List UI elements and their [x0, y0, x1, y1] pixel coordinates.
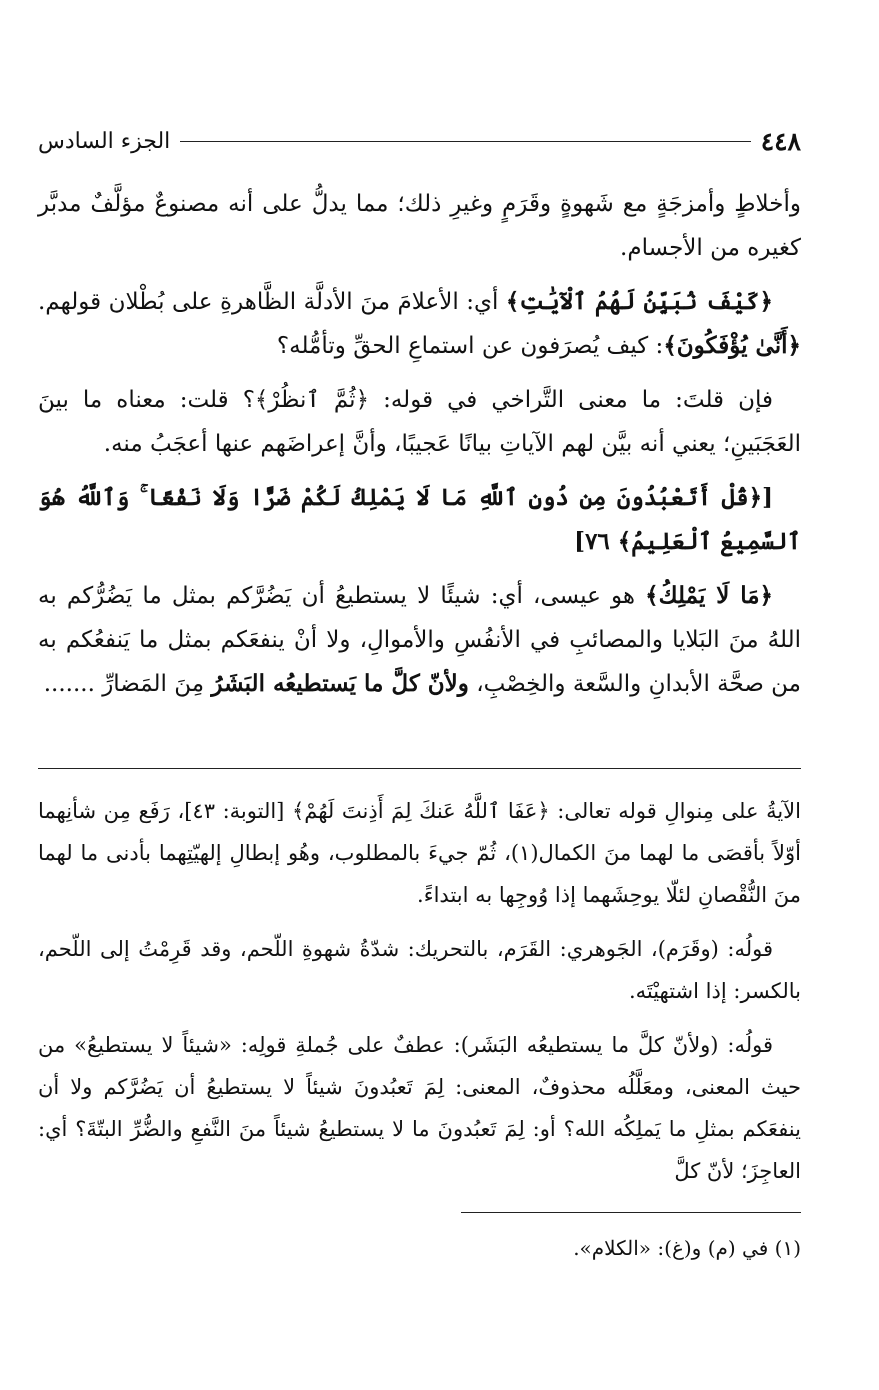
paragraph-5	[38, 574, 801, 706]
gloss-paragraph-1: الآيةُ على مِنوالِ قوله تعالى: ﴿عَفَا ٱللَّهُ عَنكَ لِمَ أَذِنتَ لَهُمْ﴾ [التوبة: ٤٣]، رَفَع مِن شأنِهما أوّلاً بأقصَى ما لهما منَ الكمال(١)، ثُمّ جيءَ بالمطلوب، وهُو إبطالِ إلهيّتِهما بأدنى ما لهما منَ النُّقْصانِ لئلّا يوحِشَهما إذا وُوجِها به ابتداءً.	[38, 799, 801, 907]
commentary-text: مِنَ المَضارِّ .......	[43, 671, 212, 697]
quran-quote: ﴿أَنَّىٰ يُؤْفَكُونَ﴾	[663, 332, 801, 359]
main-text	[38, 182, 801, 716]
section-divider	[38, 768, 801, 769]
page-header	[38, 124, 801, 158]
header-rule	[180, 141, 750, 142]
gloss-paragraph-2: قولُه: (وقَرَم)، الجَوهري: القَرَم، بالتحريك: شدّةُ شهوةِ اللّحم، وقد قَرِمْتُ إلى اللّحم، بالكسر: إذا اشتهيْتَه.	[38, 937, 801, 1003]
verse-block: [﴿قُلْ أَتَعْبُدُونَ مِن دُونِ ٱللَّهِ مَا لَا يَمْلِكُ لَكُمْ ضَرًّا وَلَا نَفْعًا ۚ وَٱللَّهُ هُوَ ٱلسَّمِيعُ ٱلْعَلِيمُ﴾ ٧٦]	[38, 484, 801, 555]
commentary-text: : كيف يُصرَفون عن استماعِ الحقِّ وتأمُّله؟	[276, 333, 664, 359]
paragraph-3: فإن قلتَ: ما معنى التَّراخي في قوله: ﴿ثُمَّ ٱنظُرْ﴾؟ قلت: معناه ما بينَ العَجَبَينِ؛ يعني أنه بيَّن لهم الآياتِ بيانًا عَجيبًا، وأنَّ إعراضَهم عنها أعجَبُ منه.	[38, 387, 801, 457]
paragraph-2	[38, 280, 801, 368]
page-number: ٤٤٨	[760, 126, 801, 156]
commentary-text: أي: الأعلامَ منَ الأدلَّة الظَّاهرةِ على بُطْلان قولهم.	[38, 289, 506, 315]
quran-quote: ﴿كَيْفَ نُبَيِّنُ لَهُمُ ٱلْآيَٰتِ﴾	[505, 288, 773, 315]
gloss-paragraph-3: قولُه: (ولأنّ كلَّ ما يستطيعُه البَشَر): عطفٌ على جُملةِ قولِه: «شيئاً لا يستطيعُ» من حيث المعنى، ومعَلَّلُه محذوفٌ، المعنى: لِمَ تَعبُدونَ شيئاً لا يستطيعُ أن يَضُرَّكم ولا أن ينفعَكم بمثلِ ما يَملِكُه الله؟ أو: لِمَ تَعبُدونَ ما لا يستطيعُ شيئاً منَ النَّفعِ والضُّرِّ البتّةَ؟ أي: العاجِزَ؛ لأنّ كلَّ	[38, 1033, 801, 1183]
footnote-rule	[461, 1212, 801, 1213]
quran-quote: ﴿مَا لَا يَمْلِكُ﴾	[645, 582, 774, 609]
paragraph-1: وأخلاطٍ وأمزجَةٍ مع شَهوةٍ وقَرَمٍ وغيرِ ذلك؛ مما يدلُّ على أنه مصنوعٌ مؤلَّفٌ مدبَّر كغيره من الأجسام.	[38, 191, 801, 261]
running-title: الجزء السادس	[38, 128, 171, 154]
commentary-text: هو عيسى، أي: شيئًا لا يستطيعُ أن يَضُرَّكم بمثل ما يَضُرُّكم به اللهُ منَ البَلايا والمصائبِ في الأنفُسِ والأموالِ، ولا أنْ ينفعَكم بمثل ما يَنفعُكم به من صحَّة الأبدانِ والسَّعة والخِصْبِ،	[38, 583, 801, 697]
footnote: (١) في (م) و(غ): «الكلام».	[573, 1236, 801, 1260]
gloss-section	[38, 790, 801, 1204]
highlighted-phrase: ولأنّ كلَّ ما يَستطيعُه البَشَرُ	[211, 670, 469, 697]
